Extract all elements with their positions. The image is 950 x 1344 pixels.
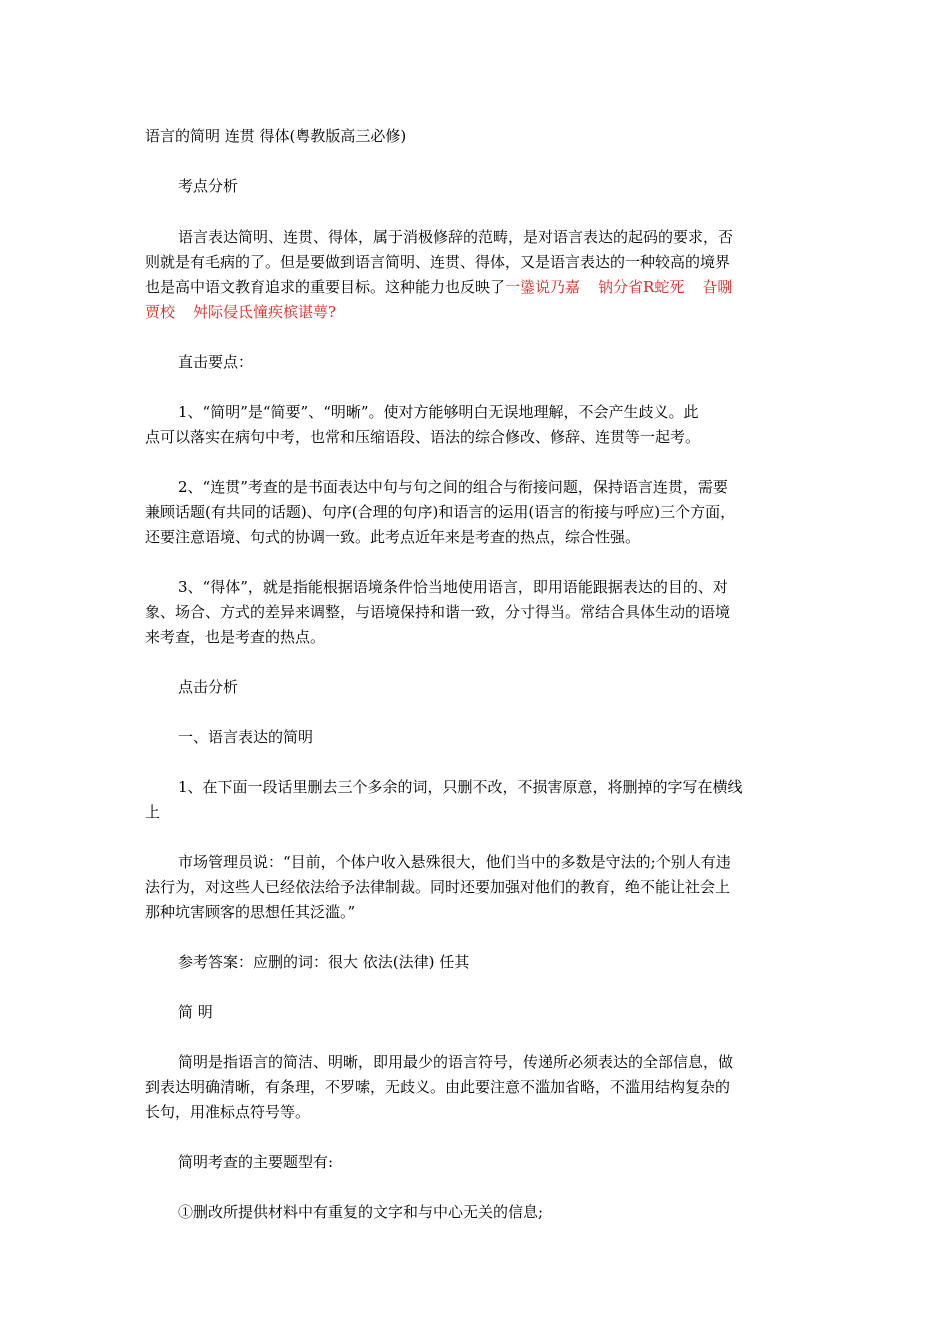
garbled-text-e: 舛际侵氐憧疾槟谌萼? (193, 303, 337, 321)
garbled-text-c: 旮哵 (702, 278, 733, 296)
document-title: 语言的简明 连贯 得体(粤教版高三必修) (145, 127, 407, 145)
heading-jianming: 简 明 (178, 1003, 213, 1021)
heading-kaodian: 考点分析 (178, 177, 239, 195)
para5-line1: 1、在下面一段话里删去三个多余的词，只删不改，不损害原意，将删掉的字写在横线 (178, 778, 743, 796)
para6-line1: 市场管理员说：“目前，个体户收入悬殊很大，他们当中的多数是守法的;个别人有违 (178, 853, 731, 871)
para1-line2: 则就是有毛病的了。但是要做到语言简明、连贯、得体，又是语言表达的一种较高的境界 (145, 253, 731, 271)
list-item: ①删改所提供材料中有重复的文字和与中心无关的信息; (178, 1203, 544, 1221)
para2-line2: 点可以落实在病句中考，也常和压缩语段、语法的综合修改、修辞、连贯等一起考。 (145, 428, 701, 446)
para6-line2: 法行为，对这些人已经依法给予法律制裁。同时还要加强对他们的教育，绝不能让社会上 (145, 878, 731, 896)
para3-line1: 2、“连贯”考查的是书面表达中句与句之间的组合与衔接问题，保持语言连贯，需要 (178, 478, 728, 496)
para1-line3 (145, 277, 732, 299)
para7-line3: 长句，用准标点符号等。 (145, 1103, 311, 1121)
para3-line3: 还要注意语境、句式的协调一致。此考点近年来是考查的热点，综合性强。 (145, 528, 641, 546)
heading-section-one: 一、语言表达的简明 (178, 728, 314, 746)
heading-zhiji: 直击要点： (178, 353, 254, 371)
para7-line2: 到表达明确清晰，有条理，不罗嗦，无歧义。由此要注意不滥加省略，不滥用结构复杂的 (145, 1078, 731, 1096)
para4-line3: 来考查，也是考查的热点。 (145, 628, 326, 646)
para7-line1: 简明是指语言的简洁、明晰，即用最少的语言符号，传递所必须表达的全部信息，做 (178, 1053, 734, 1071)
garbled-text-d: 贾校 (145, 303, 176, 321)
para5-line2: 上 (145, 803, 161, 821)
garbled-text-a: 一鍌说乃嘉 (505, 278, 581, 296)
para1-line3-text: 也是高中语文教育追求的重要目标。这种能力也反映了 (145, 278, 506, 296)
para2-line1: 1、“简明”是“简要”、“明晰”。使对方能够明白无误地理解，不会产生歧义。此 (178, 403, 699, 421)
para1-line4 (145, 302, 336, 324)
para1-line1: 语言表达简明、连贯、得体，属于消极修辞的范畴，是对语言表达的起码的要求，否 (178, 228, 734, 246)
heading-dianji: 点击分析 (178, 678, 239, 696)
reference-answer: 参考答案：应删的词：很大 依法(法律) 任其 (178, 953, 470, 971)
heading-question-types: 简明考查的主要题型有: (178, 1153, 334, 1171)
para6-line3: 那种坑害顾客的思想任其泛滥。” (145, 903, 356, 921)
para3-line2: 兼顾话题(有共同的话题)、句序(合理的句序)和语言的运用(语言的衔接与呼应)三个方面， (145, 503, 736, 521)
garbled-text-b: 钠分省R蛇死 (598, 278, 685, 296)
para4-line2: 象、场合、方式的差异来调整，与语境保持和谐一致，分寸得当。常结合具体生动的语境 (145, 603, 731, 621)
para4-line1: 3、“得体”，就是指能根据语境条件恰当地使用语言，即用语能跟据表达的目的、对 (178, 578, 728, 596)
